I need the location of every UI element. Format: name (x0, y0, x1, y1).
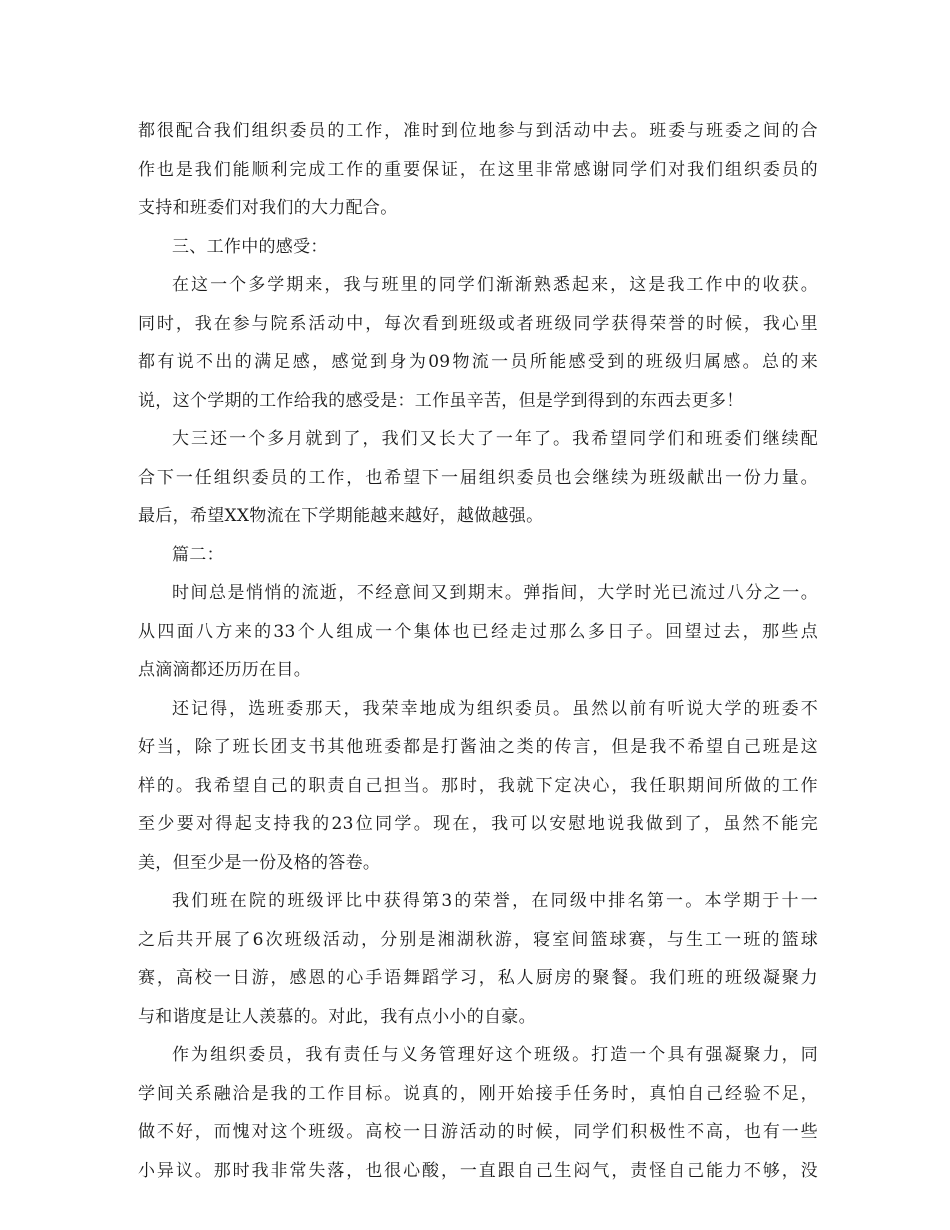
text-line: 至少要对得起支持我的23位同学。现在，我可以安慰地说我做到了，虽然不能完 (138, 814, 818, 834)
text-line: 都有说不出的满足感，感觉到身为09物流一员所能感受到的班级归属感。总的来 (138, 352, 818, 372)
text-line: 最后，希望XX物流在下学期能越来越好，越做越强。 (138, 506, 544, 526)
text-line: 同时，我在参与院系活动中，每次看到班级或者班级同学获得荣誉的时候，我心里 (138, 313, 818, 334)
text-line: 我们班在院的班级评比中获得第3的荣誉，在同级中排名第一。本学期于十一 (172, 891, 818, 911)
text-line: 点滴滴都还历历在目。 (138, 660, 311, 680)
text-line: 三、工作中的感受： (172, 236, 328, 257)
text-line: 好当，除了班长团支书其他班委都是打酱油之类的传言，但是我不希望自己班是这 (138, 737, 818, 757)
text-line: 时间总是悄悄的流逝，不经意间又到期末。弹指间，大学时光已流过八分之一。 (172, 583, 818, 603)
text-line: 与和谐度是让人羡慕的。对此，我有点小小的自豪。 (138, 1006, 536, 1027)
text-line: 都很配合我们组织委员的工作，准时到位地参与到活动中去。班委与班委之间的合 (138, 121, 818, 141)
text-line: 在这一个多学期来，我与班里的同学们渐渐熟悉起来，这是我工作中的收获。 (172, 275, 818, 295)
text-line: 大三还一个多月就到了，我们又长大了一年了。我希望同学们和班委们继续配 (172, 429, 818, 449)
text-line: 还记得，选班委那天，我荣幸地成为组织委员。虽然以前有听说大学的班委不 (172, 698, 818, 719)
text-line: 学间关系融洽是我的工作目标。说真的，刚开始接手任务时，真怕自己经验不足， (138, 1083, 818, 1104)
text-line: 合下一任组织委员的工作，也希望下一届组织委员也会继续为班级献出一份力量。 (138, 467, 818, 488)
text-line: 支持和班委们对我们的大力配合。 (138, 198, 398, 218)
text-line: 之后共开展了6次班级活动，分别是湘湖秋游，寝室间篮球赛，与生工一班的篮球 (138, 929, 818, 950)
text-line: 小异议。那时我非常失落，也很心酸，一直跟自己生闷气，责怪自己能力不够，没 (138, 1160, 818, 1181)
text-line: 赛，高校一日游，感恩的心手语舞蹈学习，私人厨房的聚餐。我们班的班级凝聚力 (138, 968, 818, 988)
text-line: 作为组织委员，我有责任与义务管理好这个班级。打造一个具有强凝聚力，同 (172, 1045, 818, 1065)
text-line: 说，这个学期的工作给我的感受是：工作虽辛苦，但是学到得到的东西去更多！ (138, 390, 744, 411)
text-line: 美，但至少是一份及格的答卷。 (138, 852, 381, 873)
text-line: 样的。我希望自己的职责自己担当。那时，我就下定决心，我任职期间所做的工作 (138, 775, 818, 796)
text-line: 作也是我们能顺利完成工作的重要保证，在这里非常感谢同学们对我们组织委员的 (138, 159, 818, 180)
text-line: 做不好，而愧对这个班级。高校一日游活动的时候，同学们积极性不高，也有一些 (138, 1122, 818, 1142)
text-line: 篇二： (172, 544, 224, 565)
document-body (138, 112, 818, 1190)
text-line: 从四面八方来的33个人组成一个集体也已经走过那么多日子。回望过去，那些点 (138, 621, 818, 642)
